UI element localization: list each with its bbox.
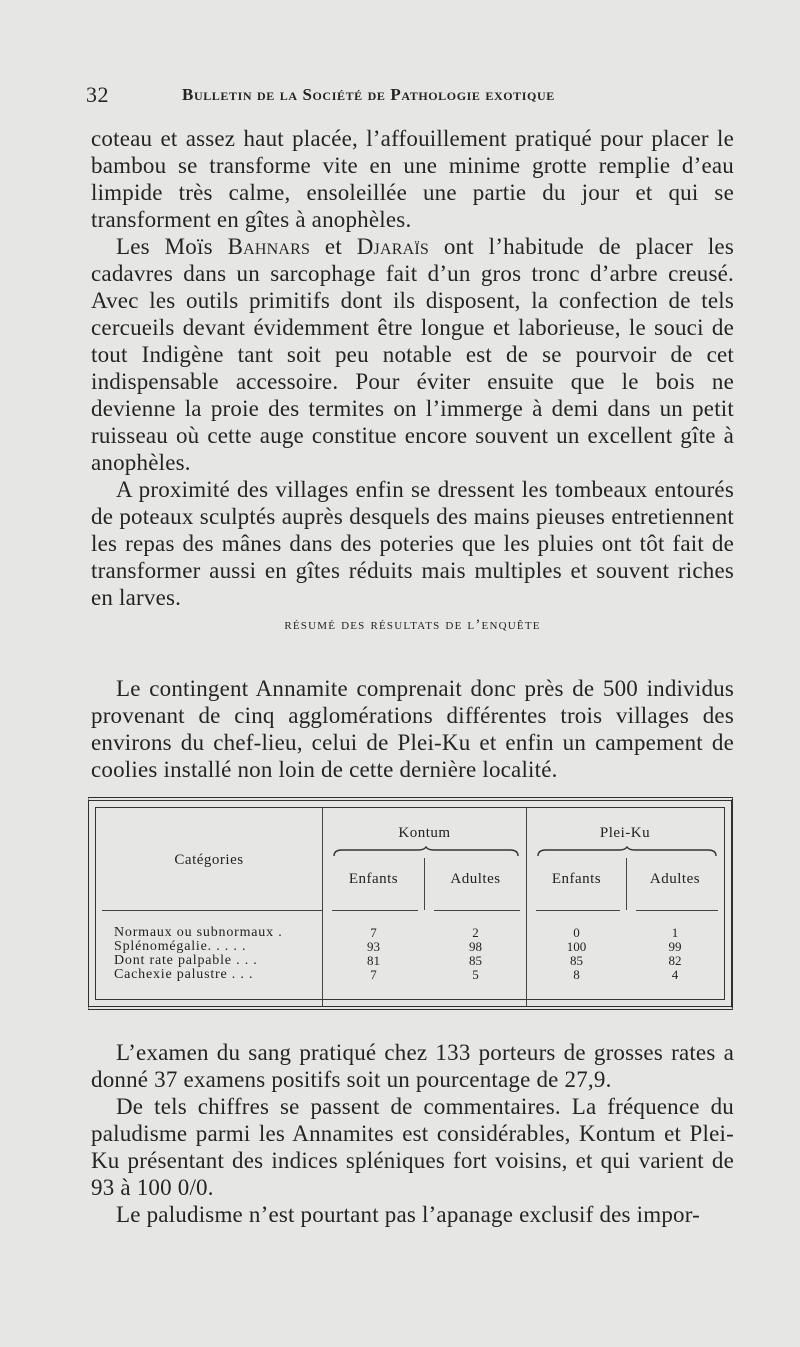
page-number: 32 [86, 82, 109, 107]
body-text-mid [91, 675, 734, 783]
row-label: Normaux ou subnormaux . [114, 925, 283, 940]
categories-header: Catégories [174, 852, 244, 868]
page-header [86, 82, 646, 108]
table-cell: 8 [573, 967, 580, 982]
value-column [323, 926, 424, 982]
paragraph: A proximité des villages enfin se dressent les tombeaux entourés de poteaux sculptés auprès desquels des mains pieuses entretiennent les repas des mânes dans des poteries que les pluies ont tôt fait de transformer aussi en gîtes réduits mais multiples et souvent riches en larves. [91, 477, 734, 610]
column-header: Adultes [450, 871, 501, 887]
table-cell: 4 [671, 967, 679, 982]
paragraph: De tels chiffres se passent de commentaires. La fréquence du paludisme parmi les Annamites est considérables, Kontum et Plei-Ku présentant des indices spléniques fort voisins, et qui varient de 93 à 100 0/0. [91, 1094, 734, 1200]
table-cell: 7 [370, 925, 377, 940]
table-cell: 85 [469, 953, 482, 968]
table-cell: 2 [472, 925, 479, 940]
body-text-top [91, 125, 734, 611]
table-rule [332, 910, 418, 911]
paragraph: Les Moïs Bahnars et Djaraïs ont l’habitude de placer les cadavres dans un sarcophage fait d’un gros tronc d’arbre creusé. Avec les outils primitifs dont ils disposent, la confection de tels cercueils devant évidemment être longue et laborieuse, le souci de tout Indigène tant soit peu notable est de se pourvoir de cet indispensable accessoire. Pour éviter ensuite que le bois ne devienne la proie des termites on l’immerge à demi dans un petit ruisseau où cette auge constitue encore souvent un excellent gîte à anophèles. [91, 234, 734, 475]
paragraph: Le paludisme n’est pourtant pas l’apanage exclusif des impor- [116, 1202, 700, 1227]
paragraph: L’examen du sang pratiqué chez 133 porteurs de grosses rates a donné 37 examens positifs soit un pourcentage de 27,9. [91, 1040, 734, 1092]
section-title: résumé des résultats de l’enquête [284, 617, 541, 633]
table-rule [536, 910, 620, 911]
table-rule [102, 910, 322, 911]
results-table [88, 797, 733, 1010]
row-label: Dont rate palpable . . . [114, 953, 258, 968]
column-header: Enfants [348, 871, 399, 887]
row-label: Splénomégalie. . . . . [114, 939, 247, 954]
table-cell: 7 [370, 967, 377, 982]
group-header-kontum: Kontum [398, 825, 451, 841]
brace-icon [536, 846, 718, 860]
table-cell: 82 [668, 953, 682, 968]
table-cell: 93 [367, 939, 380, 954]
table-cell: 100 [566, 939, 587, 954]
paragraph: coteau et assez haut placée, l’affouillement pratiqué pour placer le bambou se transforme vite en une minime grotte remplie d’eau limpide très calme, ensoleillée une partie du jour et qui se transforment en gîtes à anophèles. [91, 126, 734, 232]
column-header: Enfants [551, 871, 602, 887]
table-cell: 1 [671, 925, 679, 940]
value-column [527, 926, 626, 982]
row-labels [114, 926, 283, 982]
table-rule [636, 910, 718, 911]
row-label: Cachexie palustre . . . [114, 967, 254, 982]
paragraph: Le contingent Annamite comprenait donc près de 500 individus provenant de cinq agglomérations différentes trois villages des environs du chef-lieu, celui de Plei-Ku et enfin un campement de coolies installé non loin de cette dernière localité. [91, 676, 734, 782]
table-cell: 98 [469, 939, 482, 954]
value-column [425, 926, 526, 982]
tribe-name: Bahnars [227, 234, 311, 259]
results-table-grid [95, 807, 725, 1000]
value-column [627, 926, 723, 982]
tribe-name: Djaraïs [356, 234, 429, 259]
table-cell: 85 [570, 953, 583, 968]
table-cell: 81 [367, 953, 380, 968]
body-text-bottom [91, 1039, 734, 1228]
table-rule [434, 910, 520, 911]
running-head: Bulletin de la Société de Pathologie exotique [182, 85, 555, 104]
brace-icon [332, 846, 520, 860]
table-cell: 0 [573, 925, 580, 940]
group-header-pleiku: Plei-Ku [599, 825, 651, 841]
table-cell: 5 [472, 967, 479, 982]
table-cell: 99 [668, 939, 682, 954]
column-header: Adultes [649, 871, 701, 887]
